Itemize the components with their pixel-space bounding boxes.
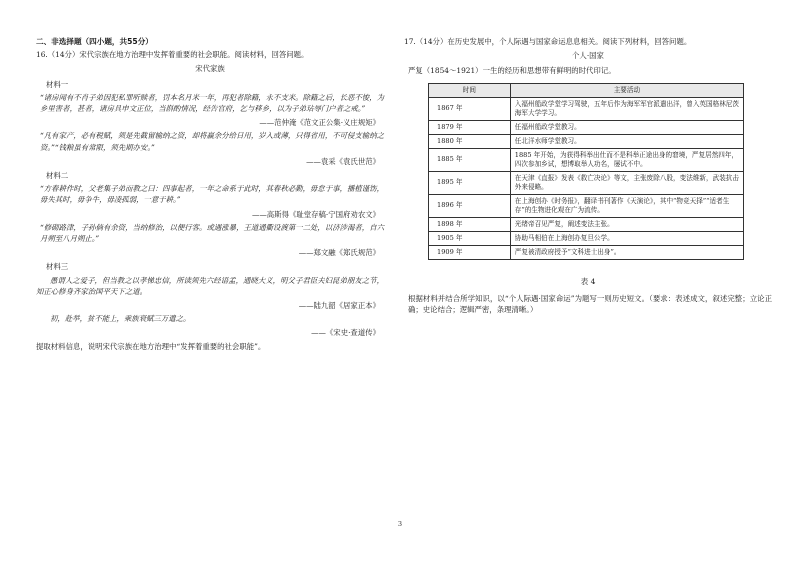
material-3-paragraph-1: 愚谓人之爱子，但当教之以孝悌忠信，所读须先六经语孟，通晓大义，明父子君臣夫妇昆弟朋友之节，知正心修身齐家治国平天下之道。 [36,275,384,296]
question-16-task: 提取材料信息，说明宋代宗族在地方治理中“发挥着重要的社会职能”。 [36,341,266,351]
table-header-activity: 主要活动 [510,83,743,97]
table-cell-year: 1896 年 [429,194,511,217]
table-row [429,97,744,120]
section-heading: 二、非选择题（四小题，共55分） [36,37,153,46]
question-17-task: 根据材料并结合所学知识，以“个人际遇·国家命运”为题写一则历史短文。（要求：表述成文，叙述完整；立论正确；史论结合；逻辑严密，条理清晰。） [408,293,772,315]
table-row [429,171,744,194]
table-row [429,231,744,245]
table-cell-activity: 在天津《直报》发表《救亡决论》等文，主张废除八股，变法维新，武装抗击外来侵略。 [510,171,743,194]
material-1-paragraph-1: “诸房闻有不肖子弟因犯私罪听赎者，罚本名月米一年，再犯者除籍，永不支米。除籍之后，长恶不悛，为乡里害者，甚者，诸房具申文正位，当斟酌情况，经告官府，乞与移乡，以为子弟玷辱门户者之戒。” [40,92,384,114]
table-cell-year: 1909 年 [429,245,511,259]
right-column [404,36,772,315]
material-2-label: 材料二 [46,171,69,181]
table-header-row [429,83,744,97]
material-3-source-1: ——陆九韶《居家正本》 [298,301,380,311]
table-caption: 表 4 [580,276,596,286]
material-3-label: 材料三 [46,262,69,272]
table-cell-year: 1885 年 [429,148,511,171]
table-cell-activity: 在上海创办《时务报》，翻译书刊著作《天演论》，其中“物竞天择”“适者生存”的生物进化观在广为流传。 [510,194,743,217]
question-16-prompt: 16.（14分）宋代宗族在地方治理中发挥着重要的社会职能。阅读材料，回答问题。 [36,50,309,60]
material-1-label: 材料一 [46,79,69,89]
table-cell-activity: 光绪帝召见严复，阐述变法主张。 [510,217,743,231]
question-17-prompt: 17.（14分）在历史发展中，个人际遇与国家命运息息相关。阅读下列材料，回答问题。 [404,37,692,46]
table-row [429,148,744,171]
material-2-paragraph-1: “方春耕作时，父老集子弟而教之曰：四事起者，一年之命系于此时，其春秋必勤，毋怠于事，播植谨饬，毋失其时，毋争牛，毋凌孤弱，一意于耕。” [40,184,384,205]
table-cell-activity: 任福州船政学堂教习。 [510,120,743,134]
question-17-intro: 严复（1854～1921）一生的经历和思想带有鲜明的时代印记。 [408,66,616,76]
table-cell-year: 1898 年 [429,217,511,231]
table-cell-activity: 1885 年开始，为获得科举出仕而不是科举正途出身的窘境，严复居然四年，四次参加乡试，想博取举人功名，屡试不中。 [510,148,743,171]
table-cell-year: 1867 年 [429,97,511,120]
table-cell-activity: 任北洋水师学堂教习。 [510,134,743,148]
material-2-paragraph-2: “修砌路津，子孙倘有余资，当纳修治，以便行客。或遇涨暴，王道通衢设渡第一二处，以济涉渴者，自六月朔至八月朔止。” [40,222,384,244]
table-cell-activity: 协助马相伯在上海创办复旦公学。 [510,231,743,245]
table-row [429,120,744,134]
page-number: 3 [397,520,403,528]
table-cell-year: 1905 年 [429,231,511,245]
yan-fu-table-wrapper [428,83,744,260]
material-2-source-1: ——高斯得《耻堂存稿·宁国府劝农文》 [252,209,380,219]
material-1-source-1: ——范仲淹《范文正公集·义庄规矩》 [259,118,380,128]
yan-fu-activity-table [428,83,744,260]
table-cell-year: 1879 年 [429,120,511,134]
table-cell-year: 1895 年 [429,171,511,194]
table-header-time: 时间 [429,83,511,97]
material-1-source-2: ——袁采《袁氏世范》 [306,156,380,166]
table-row [429,194,744,217]
table-row [429,217,744,231]
material-3-source-2: ——《宋史·查道传》 [311,328,380,338]
table-row [429,134,744,148]
material-group-title: 宋代家族 [195,64,225,74]
table-cell-year: 1880 年 [429,134,511,148]
left-column [36,36,384,354]
material-2-source-2: ——郑文融《郑氏规范》 [298,248,380,258]
table-cell-activity: 严复被清政府授予“文科进士出身”。 [510,245,743,259]
material-group-title-17: 个人·国家 [572,51,604,61]
material-1-paragraph-2: “凡有家产，必有税赋，须是先截留输纳之资，却将赢余分给日用，岁入或薄，只得省用，不可侵支输纳之资。”“钱粮虽有常限，须先期办安。” [40,131,384,152]
table-cell-activity: 入福州船政学堂学习驾驶，五年后作为海军军官派遣出洋，曾入英国格林尼茨海军大学学习。 [510,97,743,120]
table-row [429,245,744,259]
material-3-paragraph-2: 初，赴举，贫不能上，乘族衰赋三万遣之。 [50,314,191,324]
